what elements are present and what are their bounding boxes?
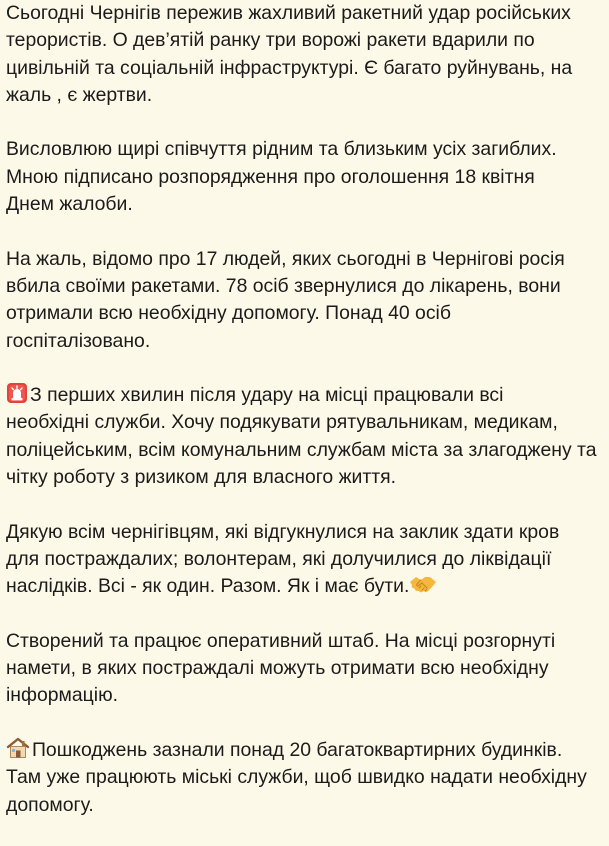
- text-line: вбила своїми ракетами. 78 осіб звернулися до лікарень, вони: [6, 274, 561, 297]
- text-line: [6, 573, 609, 600]
- line-text: З перших хвилин після удару на місці працювали всі: [30, 384, 504, 407]
- text-line: Створений та працює оперативний штаб. На місці розгорнуті: [6, 629, 556, 652]
- message-text: [6, 0, 609, 846]
- text-line: [6, 737, 609, 764]
- text-line: [6, 382, 609, 409]
- text-line: необхідні служби. Хочу подякувати рятувальникам, медикам,: [6, 411, 558, 434]
- text-line: для постраждалих; волонтерам, які долучилися до ліквідації: [6, 547, 552, 570]
- text-line: Днем жалоби.: [6, 193, 133, 216]
- text-line: жаль , є жертви.: [6, 83, 153, 106]
- handshake-icon: [409, 573, 437, 595]
- emergency-light-icon: [6, 382, 28, 404]
- text-line: отримали всю необхідну допомогу. Понад 40 осіб: [6, 302, 451, 325]
- text-line: чітку роботу з ризиком для власного життя.: [6, 466, 397, 489]
- paragraph-gratitude: [6, 519, 609, 601]
- text-line: госпіталізовано.: [6, 329, 151, 352]
- text-line: Мною підписано розпорядження про оголошення 18 квітня: [6, 165, 535, 188]
- text-line: поліцейським, всім комунальним службам міста за злагоджену та: [6, 438, 597, 461]
- line-text: наслідків. Всі - як один. Разом. Як і має бути.: [6, 575, 410, 598]
- paragraph-condolences: [6, 136, 609, 218]
- text-line: Там уже працюють міські служби, щоб швидко надати необхідну: [6, 766, 587, 789]
- text-line: Висловлюю щирі співчуття рідним та близьким усіх загиблих.: [6, 138, 557, 161]
- paragraph-buildings: [6, 737, 609, 819]
- text-line: Дякую всім чернігівцям, які відгукнулися на заклик здати кров: [6, 520, 560, 543]
- text-line: допомогу.: [6, 793, 94, 816]
- house-icon: [6, 737, 30, 759]
- paragraph-attack: [6, 0, 609, 109]
- paragraph-casualties: [6, 246, 609, 355]
- line-text: Пошкоджень зазнали понад 20 багатоквартирних будинків.: [32, 739, 563, 762]
- paragraph-services: [6, 382, 609, 491]
- text-line: На жаль, відомо про 17 людей, яких сьогодні в Чернігові росія: [6, 247, 565, 270]
- text-line: цивільній та соціальній інфраструктурі. Є багато руйнувань, на: [6, 56, 573, 79]
- text-line: інформацію.: [6, 684, 118, 707]
- paragraph-headquarters: [6, 628, 609, 710]
- text-line: намети, в яких постраждалі можуть отримати всю необхідну: [6, 657, 549, 680]
- text-line: терористів. О дев’ятій ранку три ворожі ракети вдарили по: [6, 29, 535, 52]
- text-line: Сьогодні Чернігів пережив жахливий ракетний удар російських: [6, 2, 571, 24]
